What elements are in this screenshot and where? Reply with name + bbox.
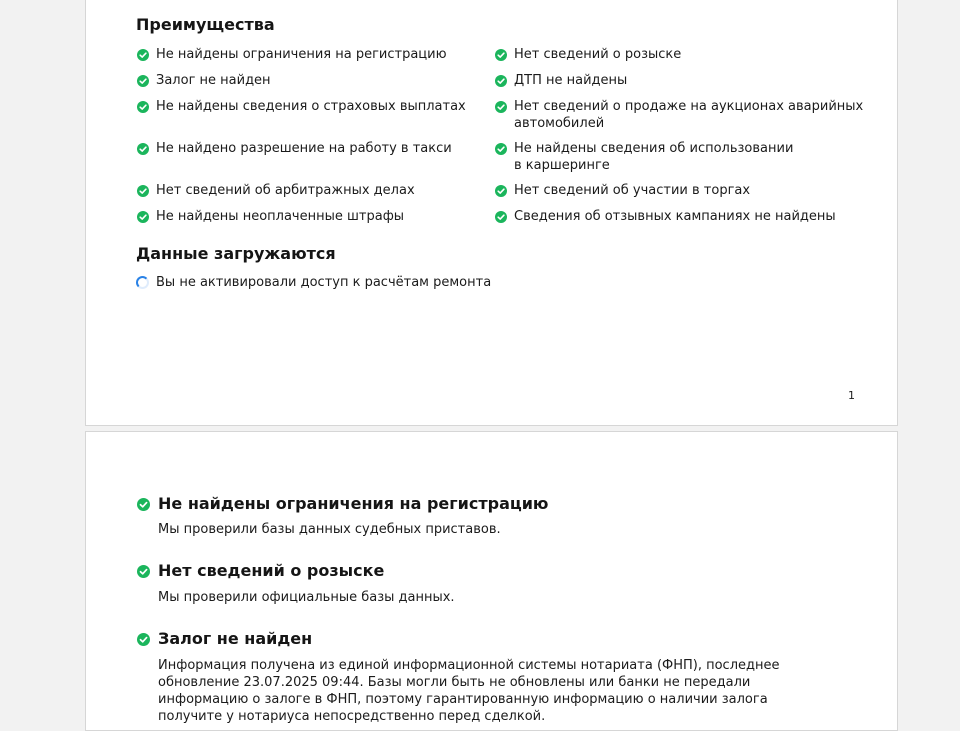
advantage-item: Залог не найден	[156, 73, 271, 88]
report-page-1	[85, 0, 898, 426]
loading-spinner-icon	[136, 276, 149, 289]
advantage-item: Нет сведений о розыске	[514, 47, 682, 62]
loading-heading: Данные загружаются	[136, 244, 336, 263]
detail-body: Информация получена из единой информационной системы нотариата (ФНП), последнее обновление 23.07.2025 09:44. Базы могли быть не обновлены или банки не передали информацию о залоге в ФНП, поэтому гарантированную информацию о наличии залога получите у нотариуса непосредственно перед сделкой.	[158, 658, 780, 724]
advantage-item: Нет сведений об арбитражных делах	[156, 183, 415, 198]
check-icon	[137, 101, 149, 113]
check-icon	[137, 211, 149, 223]
check-icon	[495, 143, 507, 155]
check-icon	[495, 101, 507, 113]
check-icon	[495, 211, 507, 223]
advantage-item: Не найдены сведения о страховых выплатах	[156, 99, 466, 114]
advantages-heading: Преимущества	[136, 15, 275, 34]
check-icon	[495, 185, 507, 197]
check-icon	[495, 75, 507, 87]
advantage-item: Не найдены ограничения на регистрацию	[156, 47, 447, 62]
check-icon	[137, 75, 149, 87]
report-page-2	[85, 431, 898, 731]
advantage-item: Не найдены неоплаченные штрафы	[156, 209, 405, 224]
advantage-item: Нет сведений об участии в торгах	[514, 183, 751, 198]
check-icon	[137, 498, 150, 511]
detail-title: Не найдены ограничения на регистрацию	[158, 494, 549, 513]
advantage-item: Сведения об отзывных кампаниях не найдены	[514, 209, 836, 224]
advantage-item: Не найдено разрешение на работу в такси	[156, 141, 452, 156]
check-icon	[137, 565, 150, 578]
check-icon	[137, 49, 149, 61]
detail-body: Мы проверили базы данных судебных приставов.	[158, 522, 501, 537]
advantage-item: ДТП не найдены	[514, 73, 628, 88]
detail-body: Мы проверили официальные базы данных.	[158, 590, 455, 605]
detail-title: Залог не найден	[158, 629, 313, 648]
check-icon	[495, 49, 507, 61]
detail-title: Нет сведений о розыске	[158, 561, 385, 580]
loading-item: Вы не активировали доступ к расчётам ремонта	[156, 275, 492, 290]
check-icon	[137, 633, 150, 646]
check-icon	[137, 143, 149, 155]
advantage-item: Нет сведений о продаже на аукционах аварийных автомобилей	[514, 99, 864, 131]
advantage-item: Не найдены сведения об использовании в каршеринге	[514, 141, 794, 173]
page-number: 1	[848, 389, 855, 402]
check-icon	[137, 185, 149, 197]
